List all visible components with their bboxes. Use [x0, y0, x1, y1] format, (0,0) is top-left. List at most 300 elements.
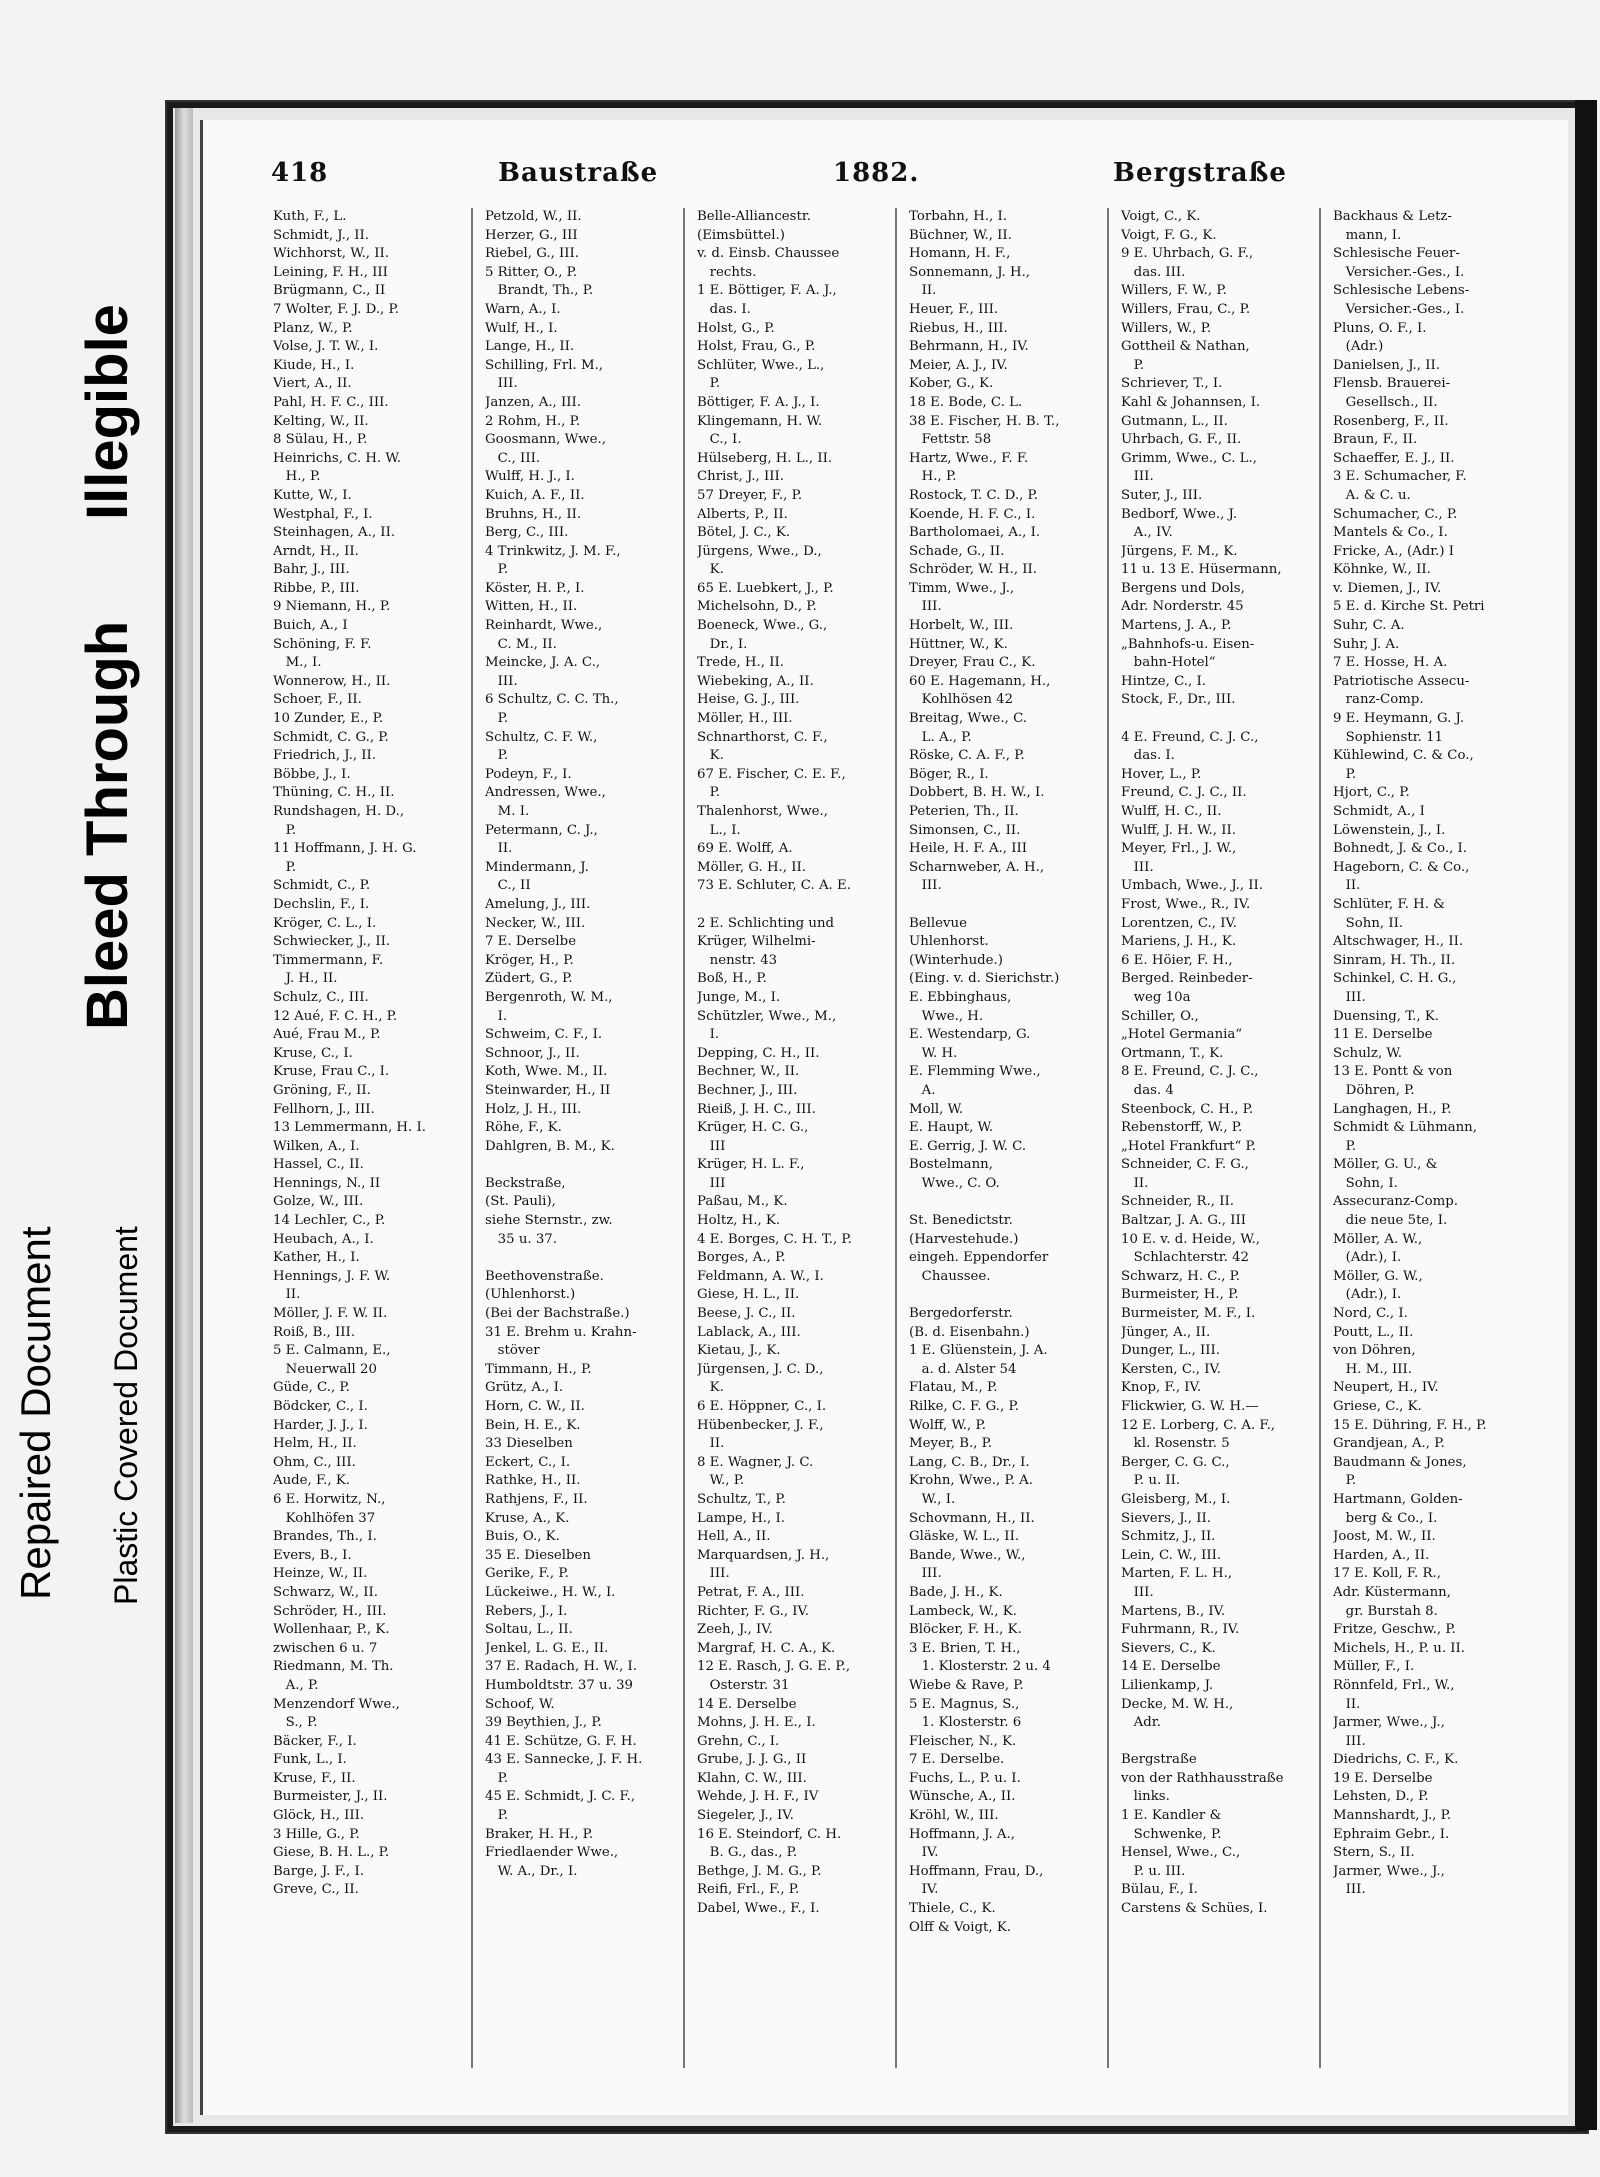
directory-entry: Schwenke, P. [1121, 1826, 1222, 1842]
directory-entry: links. [1121, 1789, 1170, 1805]
directory-entry: stöver [485, 1343, 540, 1359]
directory-entry: Wünsche, A., II. [909, 1789, 1016, 1805]
directory-entry: P. [1121, 357, 1145, 373]
directory-entry: Berger, C. G. C., [1121, 1454, 1230, 1470]
directory-entry: Röhe, F., K. [485, 1120, 562, 1136]
directory-entry: Hüttner, W., K. [909, 636, 1008, 652]
directory-entry: Bechner, J., III. [697, 1082, 798, 1098]
directory-entry: 11 E. Derselbe [1333, 1027, 1433, 1043]
directory-entry: Nord, C., I. [1333, 1306, 1408, 1322]
directory-entry: Fuchs, L., P. u. I. [909, 1770, 1021, 1786]
directory-entry: Meyer, B., P. [909, 1436, 993, 1452]
directory-entry: 41 E. Schütze, G. F. H. [485, 1733, 637, 1749]
page-header [203, 158, 1568, 198]
directory-entry: Jünger, A., II. [1121, 1324, 1211, 1340]
directory-entry: Rilke, C. F. G., P. [909, 1399, 1019, 1414]
directory-entry: Grütz, A., I. [485, 1380, 564, 1396]
directory-entry: Holz, J. H., III. [485, 1101, 582, 1117]
directory-entry: Assecuranz-Comp. [1333, 1194, 1459, 1210]
directory-entry: Schlachterstr. 42 [1121, 1250, 1249, 1266]
directory-entry: berg & Co., I. [1333, 1510, 1438, 1526]
directory-entry: Jürgens, F. M., K. [1121, 543, 1238, 559]
directory-column-6 [1333, 208, 1509, 2088]
directory-entry: 37 E. Radach, H. W., I. [485, 1659, 638, 1675]
directory-entry: v. Diemen, J., IV. [1333, 580, 1442, 596]
directory-entry: von der Rathhausstraße [1121, 1770, 1284, 1786]
directory-entry: Baudmann & Jones, [1333, 1454, 1467, 1470]
directory-entry: Schlesische Feuer- [1333, 246, 1460, 262]
directory-entry: siehe Sternstr., zw. [485, 1213, 613, 1229]
directory-entry: 43 E. Sannecke, J. F. H. [485, 1752, 643, 1768]
directory-entry: Kohlhösen 42 [909, 692, 1014, 708]
directory-entry: A., IV. [1121, 525, 1173, 541]
directory-entry: 6 E. Horwitz, N., [273, 1491, 386, 1507]
directory-entry: Meier, A. J., IV. [909, 357, 1008, 373]
directory-entry: P. [1333, 1138, 1357, 1154]
directory-entry: II. [697, 1436, 725, 1452]
directory-entry: 11 Hoffmann, J. H. G. [273, 841, 417, 857]
directory-entry: II. [1333, 878, 1361, 894]
directory-entry: Harden, A., II. [1333, 1547, 1430, 1563]
directory-entry: Martens, B., IV. [1121, 1603, 1226, 1619]
directory-entry: St. Benedictstr. [909, 1213, 1013, 1229]
directory-entry: III. [1333, 989, 1366, 1005]
directory-entry: 9 E. Uhrbach, G. F., [1121, 246, 1254, 262]
directory-entry: 8 E. Wagner, J. C. [697, 1454, 814, 1470]
directory-entry: Bahr, J., III. [273, 562, 350, 578]
directory-entry: (St. Pauli), [485, 1194, 556, 1210]
directory-entry: Koende, H. F. C., I. [909, 506, 1036, 522]
directory-entry: Willers, Frau, C., P. [1121, 301, 1251, 317]
directory-entry: Köster, H. P., I. [485, 580, 585, 596]
directory-entry: 1 E. Glüenstein, J. A. [909, 1343, 1048, 1359]
directory-entry: Döhren, P. [1333, 1082, 1415, 1098]
directory-entry: Jarmer, Wwe., J., [1333, 1715, 1445, 1731]
directory-entry: L. A., P. [909, 729, 972, 745]
directory-entry: Hjort, C., P. [1333, 785, 1410, 801]
directory-entry: Freund, C. J. C., II. [1121, 785, 1247, 801]
directory-entry: v. d. Einsb. Chaussee [697, 246, 840, 262]
directory-entry [909, 1193, 1085, 1212]
directory-entry: Voigt, F. G., K. [1121, 227, 1217, 243]
directory-entry: 3 Hille, G., P. [273, 1826, 360, 1842]
directory-entry: Bostelmann, [909, 1157, 993, 1173]
directory-entry: Steinhagen, A., II. [273, 525, 396, 541]
street-title-right: Bergstraße [1113, 158, 1287, 188]
directory-entry: Reifi, Frl., F., P. [697, 1882, 800, 1898]
directory-entry: 14 E. Derselbe [1121, 1659, 1221, 1675]
directory-entry: Harder, J. J., I. [273, 1417, 368, 1433]
directory-entry: Thüning, C. H., II. [273, 785, 395, 801]
directory-entry: Buich, A., I [273, 618, 348, 634]
directory-entry: Boß, H., P. [697, 971, 767, 987]
directory-entry: W., P. [697, 1473, 745, 1489]
directory-entry: Amelung, J., III. [485, 896, 591, 912]
directory-entry: Thiele, C., K. [909, 1901, 996, 1917]
directory-entry: C., II [485, 878, 531, 894]
directory-entry: Schmitz, J., II. [1121, 1529, 1216, 1545]
directory-entry: Aué, Frau M., P. [273, 1027, 381, 1043]
directory-entry: Heile, H. F. A., III [909, 841, 1027, 857]
directory-entry: Sohn, II. [1333, 915, 1404, 931]
directory-entry: Funk, L., I. [273, 1752, 347, 1768]
directory-entry: 8 E. Freund, C. J. C., [1121, 1064, 1259, 1080]
directory-entry: Stock, F., Dr., III. [1121, 692, 1236, 708]
directory-entry: Lorentzen, C., IV. [1121, 915, 1237, 931]
directory-entry: Versicher.-Ges., I. [1333, 264, 1465, 280]
directory-entry: 35 E. Dieselben [485, 1547, 591, 1563]
directory-entry: Schilling, Frl. M., [485, 357, 604, 373]
directory-entry: Flensb. Brauerei- [1333, 376, 1451, 392]
directory-entry: Giese, H. L., II. [697, 1287, 800, 1303]
directory-entry: Poutt, L., II. [1333, 1324, 1414, 1340]
directory-entry: Neuerwall 20 [273, 1361, 377, 1377]
directory-entry: Wulf, H., I. [485, 320, 558, 336]
directory-entry: K. [697, 748, 724, 764]
column-rule [471, 208, 473, 2068]
directory-entry: Suhr, C. A. [1333, 618, 1405, 634]
directory-entry: Frost, Wwe., R., IV. [1121, 896, 1251, 912]
directory-entry: Griese, C., K. [1333, 1399, 1422, 1414]
directory-entry: Goosmann, Wwe., [485, 432, 606, 448]
directory-entry: Wichhorst, W., II. [273, 246, 389, 262]
directory-entry: Podeyn, F., I. [485, 766, 572, 782]
directory-entry: Wilken, A., I. [273, 1138, 360, 1154]
directory-entry: K. [697, 562, 724, 578]
directory-entry: Hennings, N., II [273, 1175, 381, 1191]
directory-entry: 13 E. Pontt & von [1333, 1064, 1453, 1080]
directory-entry: Kutte, W., I. [273, 487, 352, 503]
directory-entry: 2 Rohm, H., P. [485, 413, 581, 429]
directory-entry: Bedborf, Wwe., J. [1121, 506, 1238, 522]
directory-entry: Dreyer, Frau C., K. [909, 655, 1036, 671]
directory-entry: Schaeffer, E. J., II. [1333, 450, 1455, 466]
directory-entry: Kröger, H., P. [485, 952, 574, 968]
directory-entry: Friedrich, J., II. [273, 748, 376, 764]
directory-entry: Mantels & Co., I. [1333, 525, 1448, 541]
directory-entry: Umbach, Wwe., J., II. [1121, 878, 1264, 894]
directory-entry: Decke, M. W. H., [1121, 1696, 1234, 1712]
directory-entry: 1. Klosterstr. 6 [909, 1715, 1022, 1731]
directory-entry: 8 Sülau, H., P. [273, 432, 368, 448]
directory-entry: 10 Zunder, E., P. [273, 711, 384, 727]
directory-entry: Lange, H., II. [485, 339, 575, 355]
directory-entry: Schwarz, H. C., P. [1121, 1268, 1241, 1284]
directory-entry: 9 Niemann, H., P. [273, 599, 391, 615]
directory-entry: Brandt, Th., P. [485, 283, 594, 299]
directory-entry: Uhlenhorst. [909, 934, 989, 950]
directory-entry: Schnarthorst, C. F., [697, 729, 828, 745]
directory-entry: C., III. [485, 450, 541, 466]
directory-entry: das. I. [1121, 748, 1175, 764]
directory-entry: Warn, A., I. [485, 301, 561, 317]
directory-entry: Janzen, A., III. [485, 394, 581, 410]
directory-columns [273, 208, 1553, 2088]
directory-entry: III. [909, 878, 942, 894]
plastic-covered-label: Plastic Covered Document [108, 1226, 144, 1605]
directory-entry: Möller, J. F. W. II. [273, 1306, 388, 1322]
directory-entry: Humboldtstr. 37 u. 39 [485, 1677, 633, 1693]
directory-entry: eingeh. Eppendorfer [909, 1250, 1049, 1266]
directory-entry: Fleischer, N., K. [909, 1733, 1017, 1749]
directory-entry: Jenkel, L. G. E., II. [485, 1640, 609, 1656]
directory-entry: Grehn, C., I. [697, 1733, 780, 1749]
year-label: 1882. [833, 158, 920, 188]
directory-entry: 3 E. Schumacher, F. [1333, 469, 1467, 485]
directory-entry: Krüger, H. L. F., [697, 1157, 805, 1173]
directory-entry: Bein, H. E., K. [485, 1417, 581, 1433]
directory-entry: Klingemann, H. W. [697, 413, 823, 429]
directory-entry: Rebers, J., I. [485, 1603, 568, 1619]
directory-entry: P. [485, 748, 509, 764]
directory-entry: Hover, L., P. [1121, 766, 1202, 782]
directory-entry: Bäcker, F., I. [273, 1733, 357, 1749]
directory-entry: Necker, W., III. [485, 915, 586, 931]
directory-entry: 57 Dreyer, F., P. [697, 487, 803, 503]
directory-entry: Bade, J. H., K. [909, 1584, 1003, 1600]
directory-entry: Giese, B. H. L., P. [273, 1845, 390, 1861]
directory-entry: 6 Schultz, C. C. Th., [485, 692, 619, 708]
bleed-through-label: Bleed Through [75, 620, 140, 1030]
directory-entry: Michels, H., P. u. II. [1333, 1640, 1466, 1656]
directory-entry: P. [485, 1808, 509, 1824]
illegible-label: Illegible [75, 304, 140, 520]
directory-entry: 14 E. Derselbe [697, 1696, 797, 1712]
directory-entry: Brandes, Th., I. [273, 1529, 377, 1545]
directory-entry: Schmidt & Lühmann, [1333, 1120, 1477, 1136]
directory-entry: W. H. [909, 1045, 958, 1061]
directory-entry: Sohn, I. [1333, 1175, 1398, 1191]
directory-entry: Rathjens, F., II. [485, 1491, 588, 1507]
directory-entry: III. [1121, 859, 1154, 875]
directory-entry: Wulff, J. H. W., II. [1121, 822, 1236, 838]
directory-entry: III. [1333, 1733, 1366, 1749]
directory-entry: Berg, C., III. [485, 525, 569, 541]
directory-entry: M., I. [273, 655, 322, 671]
directory-entry: Schultz, T., P. [697, 1491, 786, 1507]
directory-entry: Sievers, J., II. [1121, 1510, 1211, 1526]
directory-entry: Christ, J., III. [697, 469, 784, 485]
directory-entry: Kober, G., K. [909, 376, 994, 392]
directory-entry: III. [909, 1566, 942, 1582]
directory-entry: 4 E. Borges, C. H. T., P. [697, 1231, 852, 1247]
directory-entry: IV. [909, 1882, 939, 1898]
directory-entry: II. [1121, 1175, 1149, 1191]
directory-page [200, 120, 1568, 2115]
directory-entry: Bergens und Dols, [1121, 580, 1245, 596]
directory-entry: weg 10a [1121, 989, 1191, 1005]
directory-entry: Dr., I. [697, 636, 748, 652]
directory-entry: Feldmann, A. W., I. [697, 1268, 824, 1284]
column-rule [1107, 208, 1109, 2068]
directory-entry: III. [1121, 469, 1154, 485]
directory-entry: Richter, F. G., IV. [697, 1603, 810, 1619]
directory-entry: Grube, J. J. G., II [697, 1752, 807, 1768]
directory-entry: Kahl & Johannsen, I. [1121, 394, 1261, 410]
directory-entry: 7 Wolter, F. J. D., P. [273, 301, 399, 317]
directory-entry: P. [273, 859, 297, 875]
directory-entry: Rathke, H., II. [485, 1473, 581, 1489]
directory-entry: Züdert, G., P. [485, 971, 573, 987]
directory-entry: Zeeh, J., IV. [697, 1622, 773, 1638]
directory-entry: Herzer, G., III [485, 227, 578, 243]
directory-entry: Suter, J., III. [1121, 487, 1203, 503]
directory-entry: Koth, Wwe. M., II. [485, 1064, 608, 1080]
directory-entry: Gläske, W. L., II. [909, 1529, 1020, 1545]
directory-entry: Wehde, J. H. F., IV [697, 1789, 819, 1805]
directory-entry: Petzold, W., II. [485, 209, 582, 224]
directory-entry: Böttiger, F. A. J., I. [697, 394, 820, 410]
directory-entry: 15 E. Dühring, F. H., P. [1333, 1417, 1487, 1433]
directory-entry: mann, I. [1333, 227, 1402, 243]
directory-entry: 6 E. Höppner, C., I. [697, 1399, 827, 1414]
directory-entry: B. G., das., P. [697, 1845, 798, 1861]
directory-entry: Willers, W., P. [1121, 320, 1212, 336]
directory-entry: gr. Burstah 8. [1333, 1603, 1438, 1619]
directory-entry: Reinhardt, Wwe., [485, 618, 603, 634]
directory-entry: Schulz, C., III. [273, 989, 369, 1005]
directory-entry: 12 E. Rasch, J. G. E. P., [697, 1659, 851, 1675]
directory-entry: 65 E. Luebkert, J., P. [697, 580, 834, 596]
directory-entry: Ohm, C., III. [273, 1454, 356, 1470]
directory-entry: P. [1333, 766, 1357, 782]
directory-entry: Bödcker, C., I. [273, 1399, 368, 1414]
directory-entry: Schwiecker, J., II. [273, 934, 391, 950]
directory-entry: C. M., II. [485, 636, 557, 652]
directory-entry: P. [697, 785, 721, 801]
directory-entry: Trede, H., II. [697, 655, 784, 671]
directory-entry: Bötel, J. C., K. [697, 525, 790, 541]
directory-entry: Jürgens, Wwe., D., [697, 543, 822, 559]
directory-entry: 6 E. Höier, F. H., [1121, 952, 1233, 968]
directory-entry: Möller, A. W., [1333, 1231, 1423, 1247]
directory-entry: Witten, H., II. [485, 599, 578, 615]
directory-entry: Böbbe, J., I. [273, 766, 351, 782]
directory-entry: Homann, H. F., [909, 246, 1011, 262]
directory-entry: ranz-Comp. [1333, 692, 1424, 708]
directory-entry: a. d. Alster 54 [909, 1361, 1017, 1377]
directory-entry: Meyer, Frl., J. W., [1121, 841, 1237, 857]
directory-entry: Timmermann, F. [273, 952, 384, 968]
directory-entry: Chaussee. [909, 1268, 991, 1284]
directory-entry: Friedlaender Wwe., [485, 1845, 619, 1861]
directory-entry: 16 E. Steindorf, C. H. [697, 1826, 842, 1842]
directory-entry [485, 1249, 661, 1268]
directory-entry: Hartmann, Golden- [1333, 1491, 1463, 1507]
directory-entry: II. [273, 1287, 301, 1303]
directory-entry: Versicher.-Ges., I. [1333, 301, 1465, 317]
directory-entry: Wiebeking, A., II. [697, 673, 814, 689]
directory-entry: Schmidt, C. G., P. [273, 729, 389, 745]
directory-entry: Klahn, C. W., III. [697, 1770, 807, 1786]
directory-column-1 [273, 208, 449, 2088]
directory-entry: Martens, J. A., P. [1121, 618, 1232, 634]
directory-entry: Gleisberg, M., I. [1121, 1491, 1231, 1507]
directory-entry: 5 E. Calmann, E., [273, 1343, 391, 1359]
directory-entry: Hassel, C., II. [273, 1157, 364, 1173]
directory-entry: Kuth, F., L. [273, 209, 347, 224]
directory-entry: Wulff, H. C., II. [1121, 804, 1222, 819]
directory-entry: I. [485, 1008, 508, 1024]
repaired-document-label: Repaired Document [12, 1226, 59, 1600]
directory-entry: Grimm, Wwe., C. L., [1121, 450, 1257, 466]
directory-entry: Hensel, Wwe., C., [1121, 1845, 1241, 1861]
directory-entry: Gerike, F., P. [485, 1566, 569, 1582]
directory-entry: Dahlgren, B. M., K. [485, 1138, 615, 1154]
directory-entry: Mindermann, J. [485, 859, 589, 875]
directory-entry: Lilienkamp, J. [1121, 1677, 1214, 1693]
directory-entry: Wiebe & Rave, P. [909, 1677, 1024, 1693]
directory-entry: Gröning, F., II. [273, 1082, 371, 1098]
directory-entry: Schlesische Lebens- [1333, 283, 1470, 299]
directory-entry: Sievers, C., K. [1121, 1640, 1216, 1656]
directory-entry: Müller, F., I. [1333, 1659, 1415, 1675]
directory-entry: Wolff, W., P. [909, 1417, 986, 1433]
directory-entry: Schiller, O., [1121, 1008, 1199, 1024]
directory-entry: Meincke, J. A. C., [485, 655, 601, 671]
directory-entry: Burmeister, H., P. [1121, 1287, 1239, 1303]
directory-entry: Kiude, H., I. [273, 357, 355, 373]
directory-entry: 31 E. Brehm u. Krahn- [485, 1324, 637, 1340]
directory-entry: 18 E. Bode, C. L. [909, 394, 1023, 410]
directory-entry: Osterstr. 31 [697, 1677, 790, 1693]
directory-entry: Torbahn, H., I. [909, 209, 1007, 224]
directory-entry: III [697, 1138, 726, 1154]
directory-entry: Möller, G. H., II. [697, 859, 806, 875]
directory-entry: Sinram, H. Th., II. [1333, 952, 1456, 968]
directory-entry: Krüger, H. C. G., [697, 1120, 809, 1136]
directory-entry: Mannshardt, J., P. [1333, 1808, 1452, 1824]
directory-entry: rechts. [697, 264, 757, 280]
directory-entry: Evers, B., I. [273, 1547, 352, 1563]
directory-entry: W. A., Dr., I. [485, 1863, 578, 1879]
directory-entry: 67 E. Fischer, C. E. F., [697, 766, 846, 782]
column-rule [683, 208, 685, 2068]
directory-entry: Fritze, Geschw., P. [1333, 1622, 1456, 1638]
directory-entry: Junge, M., I. [697, 989, 781, 1005]
directory-entry: Olff & Voigt, K. [909, 1919, 1011, 1935]
directory-entry: Soltau, L., II. [485, 1622, 573, 1638]
column-rule [895, 208, 897, 2068]
directory-entry: Wulff, H. J., I. [485, 469, 575, 485]
directory-entry: Adr. Küstermann, [1333, 1584, 1451, 1600]
directory-entry [909, 1286, 1085, 1305]
directory-entry: Horbelt, W., III. [909, 618, 1014, 634]
directory-entry: Schumacher, C., P. [1333, 506, 1458, 522]
directory-entry: Bergenroth, W. M., [485, 989, 613, 1005]
directory-entry: Schovmann, H., II. [909, 1510, 1035, 1526]
directory-entry: Breitag, Wwe., C. [909, 711, 1028, 727]
directory-entry: Holst, Frau, G., P. [697, 339, 816, 355]
directory-entry: 39 Beythien, J., P. [485, 1715, 602, 1731]
directory-entry: Bartholomaei, A., I. [909, 525, 1041, 541]
directory-entry: Schultz, C. F. W., [485, 729, 598, 745]
directory-entry: Möller, G. U., & [1333, 1157, 1438, 1173]
directory-entry: Danielsen, J., II. [1333, 357, 1440, 373]
directory-entry: II. [909, 283, 937, 299]
directory-entry: Schnoor, J., II. [485, 1045, 580, 1061]
directory-entry: Eckert, C., I. [485, 1454, 571, 1470]
directory-entry: Holtz, H., K. [697, 1213, 781, 1229]
directory-entry: 60 E. Hagemann, H., [909, 673, 1051, 689]
directory-entry: Schöning, F. F. [273, 636, 372, 652]
directory-entry: Helm, H., II. [273, 1436, 357, 1452]
directory-entry: Paßau, M., K. [697, 1194, 788, 1210]
directory-entry: Rönnfeld, Frl., W., [1333, 1677, 1455, 1693]
directory-entry: 3 E. Brien, T. H., [909, 1640, 1021, 1656]
directory-entry: P. [273, 822, 297, 838]
directory-entry: Greve, C., II. [273, 1882, 359, 1898]
